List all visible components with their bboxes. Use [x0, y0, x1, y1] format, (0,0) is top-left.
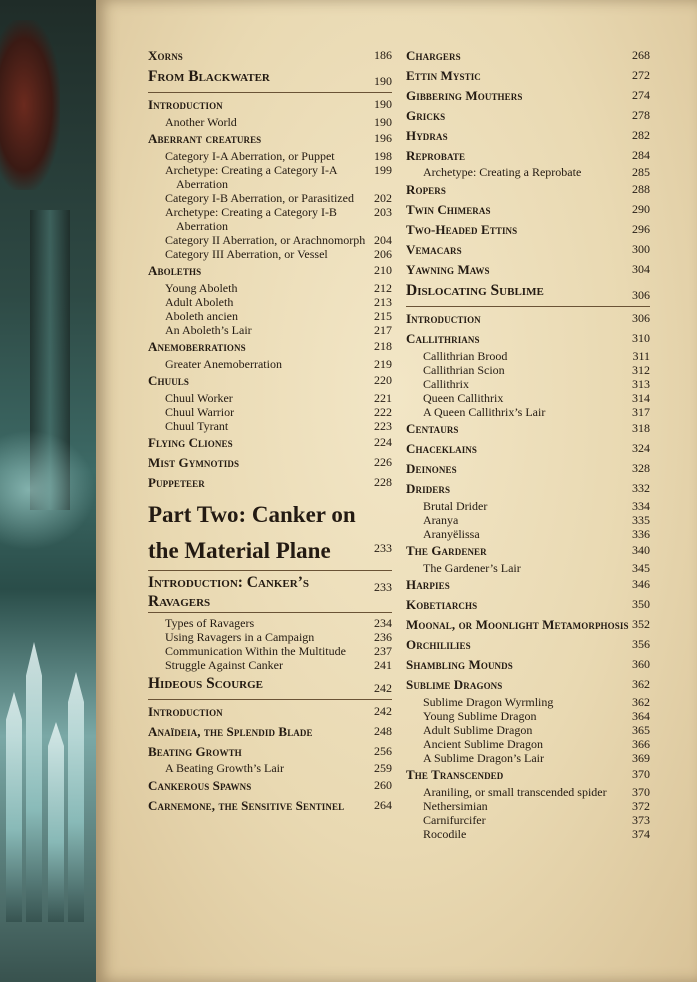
- toc-entry-sub[interactable]: [148, 309, 392, 323]
- entry-page-number: 241: [374, 657, 392, 672]
- toc-entry-h1[interactable]: [406, 676, 650, 695]
- entry-title: Moonal, or Moonlight Metamorphosis: [406, 617, 629, 632]
- entry-title: Part Two: Canker on the Material Plane: [148, 501, 356, 563]
- toc-entry-h1[interactable]: [148, 703, 392, 722]
- entry-page-number: 324: [632, 441, 650, 455]
- entry-title: Chargers: [406, 47, 461, 63]
- toc-entry-h1[interactable]: [406, 67, 650, 86]
- entry-title: Flying Cliones: [148, 435, 233, 450]
- entry-page-number: 198: [374, 148, 392, 163]
- entry-page-number: 190: [374, 97, 392, 111]
- entry-title: Struggle Against Canker: [165, 657, 283, 672]
- entry-page-number: 199: [374, 162, 392, 177]
- toc-entry-h1[interactable]: [406, 440, 650, 459]
- toc-entry-sub[interactable]: [406, 827, 650, 841]
- entry-page-number: 220: [374, 373, 392, 387]
- entry-page-number: 221: [374, 390, 392, 405]
- toc-entry-sub[interactable]: [148, 630, 392, 644]
- entry-title: Aboleth ancien: [165, 308, 238, 323]
- entry-page-number: 306: [632, 288, 650, 302]
- entry-page-number: 206: [374, 246, 392, 261]
- entry-title: Ropers: [406, 181, 446, 197]
- entry-page-number: 204: [374, 232, 392, 247]
- entry-title: Hideous Scourge: [148, 674, 264, 692]
- entry-page-number: 317: [632, 404, 650, 419]
- toc-entry-h1[interactable]: [148, 434, 392, 453]
- entry-page-number: 196: [374, 131, 392, 145]
- toc-entry-sub[interactable]: [148, 616, 392, 630]
- entry-title: Aranya: [423, 512, 459, 527]
- entry-page-number: 234: [374, 615, 392, 630]
- entry-page-number: 210: [374, 263, 392, 277]
- toc-entry-h1[interactable]: [406, 241, 650, 260]
- toc-entry-ch[interactable]: [148, 67, 392, 93]
- toc-entry-sub[interactable]: [406, 349, 650, 363]
- toc-entry-h1[interactable]: [406, 636, 650, 655]
- entry-title: Another World: [165, 114, 237, 129]
- entry-title: Brutal Drider: [423, 498, 488, 513]
- entry-title: Kobetiarchs: [406, 597, 478, 612]
- entry-title: Young Aboleth: [165, 280, 238, 295]
- toc-entry-sub[interactable]: [148, 419, 392, 433]
- toc-entry-h1[interactable]: [148, 777, 392, 796]
- entry-title: Yawning Maws: [406, 261, 490, 277]
- toc-entry-h1[interactable]: [406, 330, 650, 349]
- entry-page-number: 242: [374, 703, 392, 718]
- entry-title: Category I-B Aberration, or Parasitized: [165, 190, 354, 205]
- entry-page-number: 372: [632, 798, 650, 813]
- toc-entry-sub[interactable]: [148, 115, 392, 129]
- entry-title: Ancient Sublime Dragon: [423, 736, 543, 751]
- toc-entry-sub[interactable]: [406, 695, 650, 709]
- entry-page-number: 260: [374, 777, 392, 792]
- entry-title: Dislocating Sublime: [406, 282, 544, 299]
- entry-title: Anemoberrations: [148, 339, 246, 354]
- toc-entry-sub[interactable]: [148, 233, 392, 247]
- toc-entry-h1[interactable]: [148, 96, 392, 115]
- toc-entry-sub[interactable]: [406, 377, 650, 391]
- toc-entry-h1[interactable]: [406, 107, 650, 126]
- toc-entry-h1[interactable]: [406, 87, 650, 106]
- entry-page-number: 369: [632, 750, 650, 765]
- toc-entry-sub[interactable]: [406, 363, 650, 377]
- entry-title: Introduction: [406, 311, 481, 326]
- entry-title: Harpies: [406, 577, 450, 592]
- entry-title: Centaurs: [406, 421, 459, 436]
- toc-entry-h1[interactable]: [148, 47, 392, 66]
- entry-page-number: 274: [632, 87, 650, 102]
- entry-page-number: 362: [632, 694, 650, 709]
- toc-entry-h1[interactable]: [406, 47, 650, 66]
- entry-page-number: 314: [632, 390, 650, 405]
- toc-entry-sub[interactable]: [406, 391, 650, 405]
- toc-entry-sub[interactable]: [406, 405, 650, 419]
- entry-title: Carnifurcifer: [423, 812, 486, 827]
- entry-page-number: 313: [632, 376, 650, 391]
- toc-entry-sub[interactable]: [406, 751, 650, 765]
- entry-title: Hydras: [406, 127, 448, 143]
- toc-entry-h1[interactable]: [406, 127, 650, 146]
- entry-page-number: 284: [632, 147, 650, 162]
- toc-entry-sub[interactable]: [148, 391, 392, 405]
- entry-page-number: 365: [632, 722, 650, 737]
- entry-title: Araniling, or small transcended spider: [423, 784, 607, 799]
- cover-artwork: [0, 0, 96, 982]
- table-of-contents-page: [96, 0, 697, 982]
- toc-entry-sub[interactable]: [406, 709, 650, 723]
- entry-title: Category II Aberration, or Arachnomorph: [165, 232, 366, 247]
- entry-title: Queen Callithrix: [423, 390, 504, 405]
- entry-title: Greater Anemoberration: [165, 356, 282, 371]
- toc-entry-h1[interactable]: [148, 743, 392, 762]
- entry-page-number: 256: [374, 743, 392, 758]
- entry-title: Chaceklains: [406, 441, 478, 456]
- entry-page-number: 311: [632, 348, 650, 363]
- toc-entry-sub[interactable]: [148, 247, 392, 261]
- toc-entry-h1[interactable]: [148, 454, 392, 473]
- entry-page-number: 278: [632, 107, 650, 122]
- toc-right-column: [406, 45, 650, 841]
- entry-title: Orchililies: [406, 637, 471, 652]
- toc-entry-sub[interactable]: [148, 323, 392, 337]
- entry-page-number: 218: [374, 339, 392, 353]
- entry-page-number: 272: [632, 67, 650, 82]
- entry-title: Communication Within the Multitude: [165, 643, 346, 658]
- entry-page-number: 318: [632, 421, 650, 435]
- toc-entry-sub[interactable]: [148, 761, 392, 775]
- entry-page-number: 334: [632, 498, 650, 513]
- toc-entry-sub[interactable]: [148, 191, 392, 205]
- toc-entry-sub[interactable]: [148, 295, 392, 309]
- toc-entry-h1[interactable]: [406, 460, 650, 479]
- entry-page-number: 212: [374, 280, 392, 295]
- entry-page-number: 285: [632, 165, 650, 179]
- toc-entry-h1[interactable]: [148, 130, 392, 149]
- toc-entry-ch[interactable]: [406, 281, 650, 307]
- entry-page-number: 362: [632, 677, 650, 691]
- entry-page-number: 356: [632, 637, 650, 651]
- entry-title: Archetype: Creating a Category I-A Aberration: [165, 162, 337, 191]
- toc-entry-h1[interactable]: [406, 181, 650, 200]
- toc-entry-h1[interactable]: [148, 797, 392, 816]
- entry-page-number: 304: [632, 261, 650, 276]
- entry-page-number: 306: [632, 311, 650, 325]
- entry-title: Callithrians: [406, 331, 480, 346]
- entry-title: Chuul Warrior: [165, 404, 235, 419]
- entry-page-number: 360: [632, 657, 650, 671]
- toc-left-column: [148, 45, 392, 815]
- entry-title: Twin Chimeras: [406, 201, 491, 217]
- toc-entry-h1[interactable]: [406, 201, 650, 220]
- entry-title: Chuuls: [148, 373, 189, 388]
- entry-title: Mist Gymnotids: [148, 455, 240, 470]
- toc-entry-h1[interactable]: [406, 147, 650, 166]
- toc-entry-h1[interactable]: [406, 261, 650, 280]
- entry-page-number: 296: [632, 221, 650, 236]
- entry-page-number: 352: [632, 617, 650, 631]
- entry-page-number: 370: [632, 767, 650, 781]
- entry-title: Sublime Dragon Wyrmling: [423, 694, 554, 709]
- entry-title: Rocodile: [423, 826, 467, 841]
- entry-page-number: 213: [374, 294, 392, 309]
- entry-title: A Sublime Dragon’s Lair: [423, 750, 544, 765]
- entry-page-number: 233: [374, 579, 392, 594]
- entry-page-number: 264: [374, 797, 392, 812]
- entry-title: Vemacars: [406, 241, 462, 257]
- entry-page-number: 345: [632, 560, 650, 575]
- toc-entry-sub[interactable]: [148, 658, 392, 672]
- toc-entry-sub[interactable]: [406, 513, 650, 527]
- entry-title: Chuul Tyrant: [165, 418, 229, 433]
- entry-title: From Blackwater: [148, 68, 270, 85]
- entry-title: Driders: [406, 481, 451, 496]
- toc-entry-sub[interactable]: [406, 813, 650, 827]
- entry-title: A Queen Callithrix’s Lair: [423, 404, 546, 419]
- entry-page-number: 373: [632, 812, 650, 827]
- entry-page-number: 233: [374, 541, 392, 555]
- entry-page-number: 290: [632, 201, 650, 216]
- entry-page-number: 203: [374, 204, 392, 219]
- entry-title: Shambling Mounds: [406, 657, 513, 672]
- entry-page-number: 242: [374, 680, 392, 695]
- entry-page-number: 350: [632, 597, 650, 611]
- toc-entry-sub[interactable]: [148, 149, 392, 163]
- entry-page-number: 248: [374, 723, 392, 738]
- entry-page-number: 366: [632, 736, 650, 751]
- entry-page-number: 236: [374, 629, 392, 644]
- entry-title: Adult Aboleth: [165, 294, 234, 309]
- entry-page-number: 310: [632, 331, 650, 345]
- entry-title: Young Sublime Dragon: [423, 708, 537, 723]
- entry-title: Aranyëlissa: [423, 526, 480, 541]
- toc-entry-h1[interactable]: [406, 656, 650, 675]
- entry-title: Beating Growth: [148, 743, 242, 759]
- toc-entry-h1[interactable]: [406, 766, 650, 785]
- entry-title: Aboleths: [148, 263, 202, 278]
- entry-page-number: 224: [374, 435, 392, 449]
- entry-title: Archetype: Creating a Category I-B Aberration: [165, 204, 337, 233]
- entry-title: Carnemone, the Sensitive Sentinel: [148, 797, 345, 813]
- entry-title: Callithrix: [423, 376, 469, 391]
- toc-entry-sub[interactable]: [406, 527, 650, 541]
- toc-entry-sub[interactable]: [406, 723, 650, 737]
- entry-page-number: 282: [632, 127, 650, 142]
- toc-entry-h1[interactable]: [406, 576, 650, 595]
- entry-title: Nethersimian: [423, 798, 488, 813]
- entry-title: Gibbering Mouthers: [406, 87, 523, 103]
- entry-title: Types of Ravagers: [165, 615, 255, 630]
- entry-page-number: 328: [632, 461, 650, 475]
- entry-title: Puppeteer: [148, 475, 205, 490]
- entry-title: Callithrian Brood: [423, 348, 508, 363]
- entry-title: Introduction: Canker’s Ravagers: [148, 573, 309, 610]
- entry-title: Archetype: Creating a Reprobate: [423, 165, 582, 179]
- toc-entry-sub[interactable]: [148, 281, 392, 295]
- entry-page-number: 332: [632, 481, 650, 495]
- entry-title: The Gardener: [406, 543, 487, 558]
- toc-entry-sub[interactable]: [148, 205, 392, 233]
- toc-entry-h1[interactable]: [406, 596, 650, 615]
- entry-title: An Aboleth’s Lair: [165, 322, 252, 337]
- toc-entry-sub[interactable]: [406, 737, 650, 751]
- entry-title: Ettin Mystic: [406, 67, 481, 83]
- entry-page-number: 374: [632, 826, 650, 841]
- toc-entry-h1[interactable]: [148, 372, 392, 391]
- entry-page-number: 190: [374, 74, 392, 88]
- entry-title: Category I-A Aberration, or Puppet: [165, 148, 335, 163]
- entry-title: Two-Headed Ettins: [406, 221, 518, 237]
- toc-entry-sub[interactable]: [148, 405, 392, 419]
- entry-title: Reprobate: [406, 147, 466, 163]
- toc-entry-sub[interactable]: [406, 165, 650, 179]
- entry-title: Category III Aberration, or Vessel: [165, 246, 328, 261]
- entry-page-number: 370: [632, 784, 650, 799]
- entry-title: Deinones: [406, 461, 457, 476]
- entry-title: The Transcended: [406, 767, 504, 782]
- toc-entry-sub[interactable]: [406, 799, 650, 813]
- entry-page-number: 186: [374, 47, 392, 62]
- entry-page-number: 336: [632, 526, 650, 541]
- toc-entry-h1[interactable]: [406, 480, 650, 499]
- toc-entry-h1[interactable]: [148, 723, 392, 742]
- entry-page-number: 223: [374, 418, 392, 433]
- toc-entry-sub[interactable]: [148, 163, 392, 191]
- toc-entry-sub[interactable]: [148, 357, 392, 371]
- entry-page-number: 346: [632, 577, 650, 591]
- entry-page-number: 226: [374, 455, 392, 469]
- toc-entry-h1[interactable]: [148, 262, 392, 281]
- entry-title: Introduction: [148, 703, 223, 719]
- toc-entry-sub[interactable]: [406, 499, 650, 513]
- entry-page-number: 219: [374, 356, 392, 371]
- toc-entry-sub[interactable]: [406, 785, 650, 799]
- toc-entry-ch[interactable]: [148, 674, 392, 700]
- entry-page-number: 335: [632, 512, 650, 527]
- entry-title: Sublime Dragons: [406, 677, 503, 692]
- toc-entry-h1[interactable]: [406, 420, 650, 439]
- toc-entry-ch[interactable]: [148, 573, 392, 613]
- entry-page-number: 268: [632, 47, 650, 62]
- entry-page-number: 222: [374, 404, 392, 419]
- entry-page-number: 259: [374, 761, 392, 775]
- entry-title: Xorns: [148, 47, 183, 63]
- toc-entry-h1[interactable]: [148, 338, 392, 357]
- entry-title: Anaïdeia, the Splendid Blade: [148, 723, 313, 739]
- entry-page-number: 288: [632, 181, 650, 196]
- toc-entry-h1[interactable]: [148, 474, 392, 493]
- toc-entry-h1[interactable]: [406, 221, 650, 240]
- entry-page-number: 215: [374, 308, 392, 323]
- entry-title: Using Ravagers in a Campaign: [165, 629, 315, 644]
- entry-title: Introduction: [148, 97, 223, 112]
- entry-title: Cankerous Spawns: [148, 777, 252, 793]
- entry-title: Aberrant creatures: [148, 131, 262, 146]
- entry-title: Gricks: [406, 107, 446, 123]
- entry-page-number: 340: [632, 543, 650, 557]
- entry-title: A Beating Growth’s Lair: [165, 761, 284, 775]
- toc-entry-part[interactable]: [148, 497, 392, 571]
- entry-page-number: 300: [632, 241, 650, 256]
- entry-page-number: 237: [374, 643, 392, 658]
- toc-entry-sub[interactable]: [406, 561, 650, 575]
- entry-page-number: 202: [374, 190, 392, 205]
- entry-title: The Gardener’s Lair: [423, 560, 521, 575]
- entry-title: Callithrian Scion: [423, 362, 505, 377]
- toc-entry-h1[interactable]: [406, 542, 650, 561]
- entry-page-number: 312: [632, 362, 650, 377]
- toc-entry-sub[interactable]: [148, 644, 392, 658]
- entry-title: Adult Sublime Dragon: [423, 722, 533, 737]
- entry-page-number: 190: [374, 114, 392, 129]
- entry-page-number: 364: [632, 708, 650, 723]
- toc-entry-h1[interactable]: [406, 616, 650, 635]
- toc-entry-h1[interactable]: [406, 310, 650, 329]
- entry-page-number: 217: [374, 322, 392, 337]
- entry-page-number: 228: [374, 475, 392, 489]
- entry-title: Chuul Worker: [165, 390, 233, 405]
